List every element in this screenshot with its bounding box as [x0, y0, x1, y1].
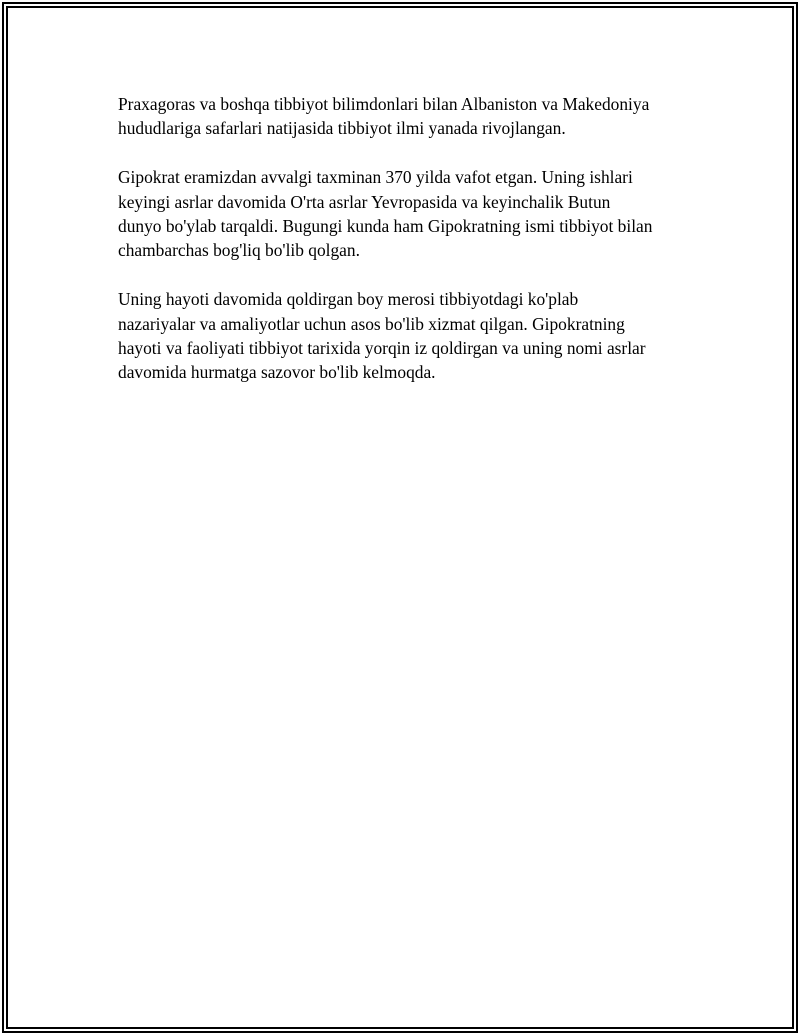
paragraph-3: Uning hayoti davomida qoldirgan boy merosi tibbiyotdagi ko'plab nazariyalar va amaliyotlar uchun asos bo'lib xizmat qilgan. Gipokratning hayoti va faoliyati tibbiyot tarixida yorqin iz qoldirgan va uning nomi asrlar davomida hurmatga sazovor bo'lib kelmoqda.	[118, 289, 646, 383]
paragraph-2: Gipokrat eramizdan avvalgi taxminan 370 yilda vafot etgan. Uning ishlari keyingi asrlar davomida O'rta asrlar Yevropasida va keyinchalik Butun dunyo bo'ylab tarqaldi. Bugungi kunda ham Gipokratning ismi tibbiyot bilan chambarchas bog'liq bo'lib qolgan.	[118, 167, 653, 261]
document-body	[118, 92, 698, 409]
paragraph-1: Praxagoras va boshqa tibbiyot bilimdonlari bilan Albaniston va Makedoniya hududlariga safarlari natijasida tibbiyot ilmi yanada rivojlangan.	[118, 94, 650, 139]
